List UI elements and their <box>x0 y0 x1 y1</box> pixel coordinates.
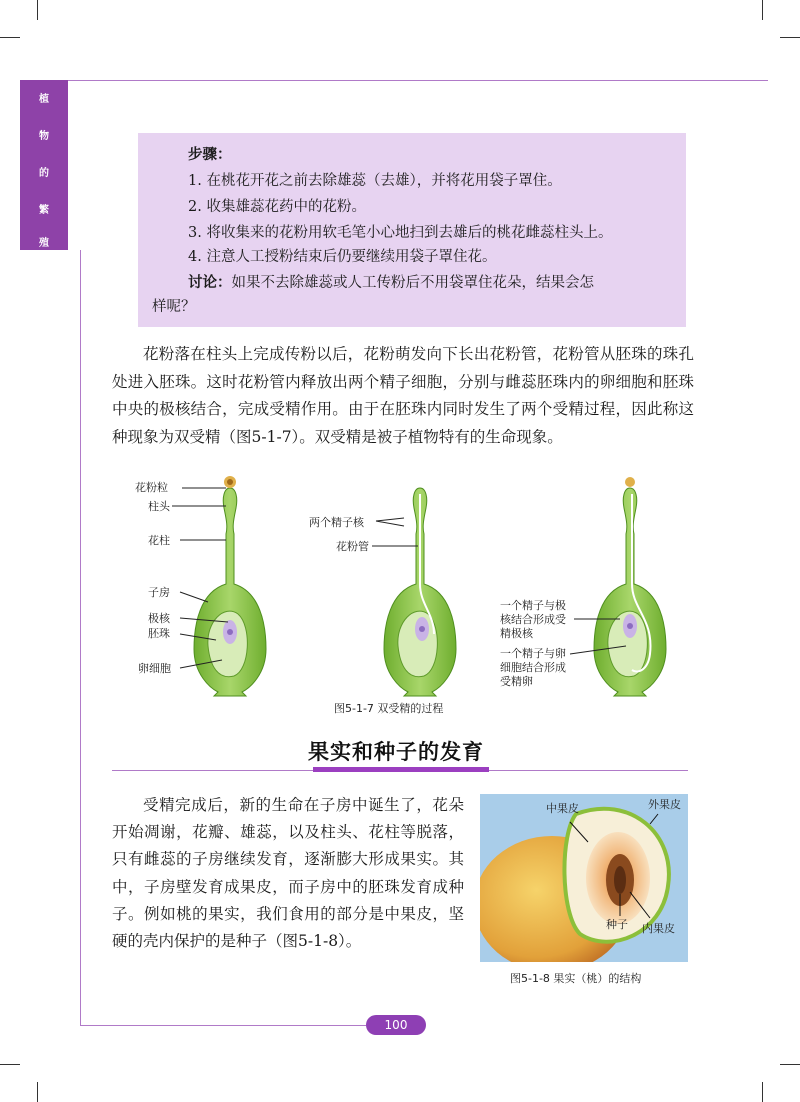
label-pollen-tube: 花粉管 <box>336 540 369 553</box>
discussion-line-2: 样呢？ <box>152 299 196 315</box>
double-fertilization-figure <box>120 474 680 704</box>
side-tab-char: 殖 <box>39 238 49 249</box>
side-tab-char: 物 <box>39 131 49 142</box>
label-ovule: 胚珠 <box>148 627 170 640</box>
section-title: 果实和种子的发育 <box>308 740 484 764</box>
discussion-text: 如果不去除雄蕊或人工传粉后不用袋罩住花朵，结果会怎 <box>231 275 594 291</box>
figure-caption: 图5-1-7 双受精的过程 <box>334 702 444 715</box>
peach-illustration <box>480 794 688 962</box>
label-stigma: 柱头 <box>148 500 170 513</box>
label-mesocarp: 中果皮 <box>546 802 579 815</box>
label-polar-fusion: 精极核 <box>500 627 533 640</box>
step-item: 1. 在桃花开花之前去除雄蕊（去雄），并将花用袋子罩住。 <box>188 173 562 189</box>
peach-structure-figure <box>480 794 688 962</box>
label-polar-nuclei: 极核 <box>148 612 170 625</box>
label-egg-cell: 卵细胞 <box>138 662 171 675</box>
chapter-side-tab <box>20 80 68 250</box>
side-tab-char: 的 <box>39 168 49 179</box>
crop-mark <box>762 1082 763 1102</box>
crop-mark <box>780 37 800 38</box>
paragraph-text: 受精完成后，新的生命在子房中诞生了，花朵开始凋谢，花瓣、雄蕊，以及柱头、花柱等脱落，只有雌蕊的子房继续发育，逐渐膨大形成果实。其中，子房壁发育成果皮，而子房中的胚珠发育成种子。例如桃的果实，我们食用的部分是中果皮，坚硬的壳内保护的是种子（图5-1-8）。 <box>112 796 464 951</box>
left-rule <box>80 250 81 1025</box>
label-ovary: 子房 <box>148 586 170 599</box>
label-egg-fusion: 一个精子与卵 <box>500 647 566 660</box>
paragraph-text: 花粉落在柱头上完成传粉以后，花粉萌发向下长出花粉管，花粉管从胚珠的珠孔处进入胚珠。这时花粉管内释放出两个精子细胞，分别与雌蕊胚珠内的卵细胞和胚珠中央的极核结合，完成受精作用。由于在胚珠内同时发生了两个受精过程，因此称这种现象为双受精（图5-1-7）。双受精是被子植物特有的生命现象。 <box>112 345 694 446</box>
crop-mark <box>0 1064 20 1065</box>
fruit-development-paragraph <box>112 792 464 955</box>
figure-caption: 图5-1-8 果实（桃）的结构 <box>510 972 642 985</box>
label-pollen: 花粉粒 <box>135 481 168 494</box>
label-polar-fusion: 核结合形成受 <box>500 613 566 626</box>
activity-steps-box <box>138 133 686 327</box>
bottom-rule-left <box>80 1025 366 1026</box>
label-exocarp: 外果皮 <box>648 798 681 811</box>
crop-mark <box>762 0 763 20</box>
side-tab-char: 植 <box>39 94 49 105</box>
crop-mark <box>37 1082 38 1102</box>
section-title-bar <box>313 767 489 772</box>
crop-mark <box>37 0 38 20</box>
crop-mark <box>780 1064 800 1065</box>
side-tab-char: 繁 <box>39 205 49 216</box>
step-item: 2. 收集雄蕊花药中的花粉。 <box>188 199 366 215</box>
label-seed: 种子 <box>606 918 628 931</box>
double-fertilization-paragraph <box>112 341 694 451</box>
step-item: 3. 将收集来的花粉用软毛笔小心地扫到去雄后的桃花雌蕊柱头上。 <box>188 225 613 241</box>
discussion-line <box>188 273 594 293</box>
step-item: 4. 注意人工授粉结束后仍要继续用袋子罩住花。 <box>188 249 497 265</box>
label-endocarp: 内果皮 <box>642 922 675 935</box>
discussion-label: 讨论： <box>188 275 232 291</box>
label-sperm-nuclei: 两个精子核 <box>309 516 364 529</box>
label-egg-fusion: 受精卵 <box>500 675 533 688</box>
steps-heading: 步骤： <box>188 147 232 163</box>
label-style: 花柱 <box>148 534 170 547</box>
label-polar-fusion: 一个精子与极 <box>500 599 566 612</box>
page-number: 100 <box>366 1015 426 1035</box>
pistil-diagram-3 <box>594 477 666 696</box>
top-rule <box>68 80 768 81</box>
label-egg-fusion: 细胞结合形成 <box>500 661 566 674</box>
crop-mark <box>0 37 20 38</box>
